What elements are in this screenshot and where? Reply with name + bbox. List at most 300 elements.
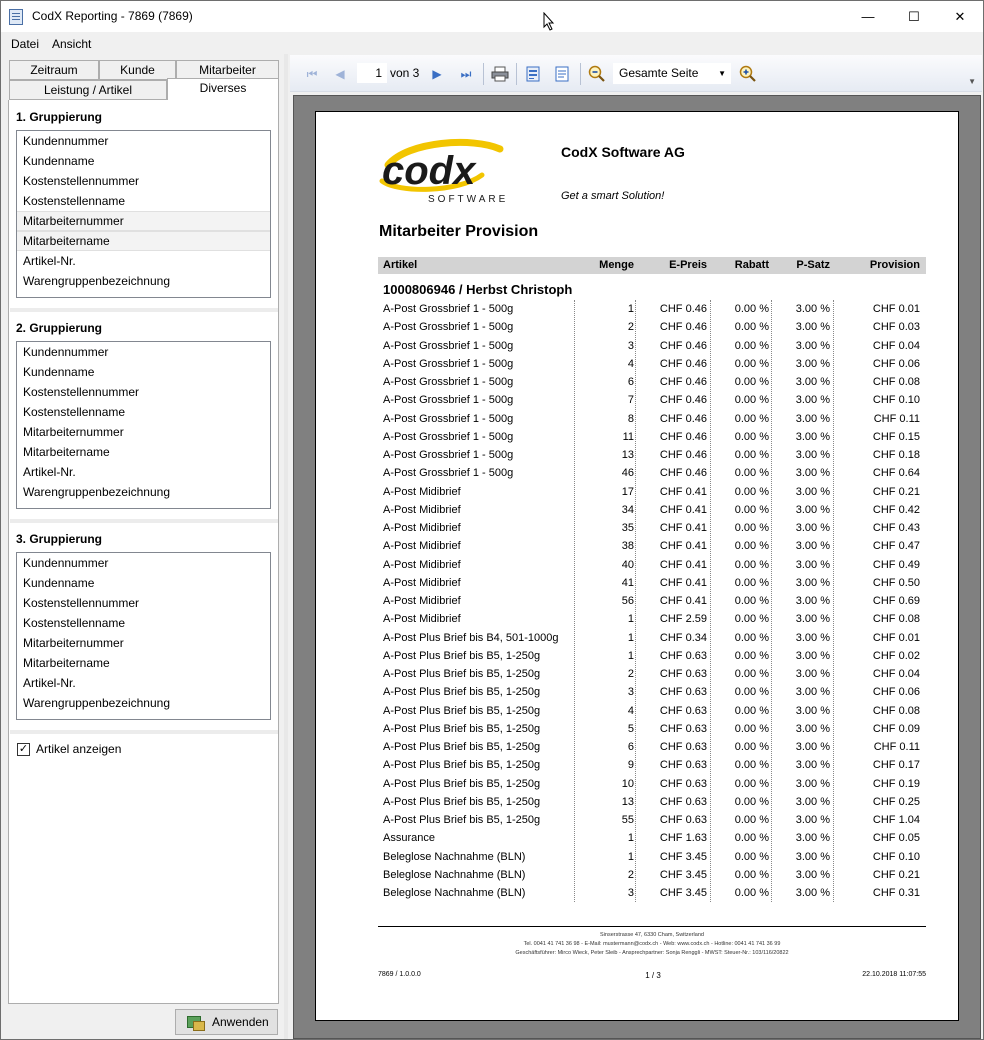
cell-menge: 38 (621, 540, 634, 553)
cell-menge: 13 (621, 795, 634, 808)
cell-epreis: CHF 0.63 (659, 777, 707, 790)
list-item[interactable]: Kundenname (23, 154, 95, 168)
list-item[interactable]: Mitarbeitername (17, 231, 270, 251)
cell-menge: 1 (627, 850, 634, 863)
cell-epreis: CHF 3.45 (659, 887, 707, 899)
list-item[interactable]: Artikel-Nr. (23, 465, 76, 479)
cell-provision: CHF 0.10 (872, 850, 920, 863)
list-item[interactable]: Mitarbeitername (23, 445, 110, 459)
cell-epreis: CHF 0.63 (659, 704, 707, 717)
list-item[interactable]: Warengruppenbezeichnung (23, 696, 170, 710)
cell-artikel: A-Post Plus Brief bis B5, 1-250g (383, 704, 541, 717)
cell-epreis: CHF 1.63 (659, 832, 707, 845)
cell-artikel: A-Post Plus Brief bis B5, 1-250g (383, 741, 541, 753)
cell-psatz: 3.00 % (795, 576, 830, 589)
col-header-psatz: P-Satz (796, 259, 830, 271)
cell-rabatt: 0.00 % (734, 868, 769, 881)
cell-menge: 2 (627, 868, 634, 881)
page-count-label: von 3 (390, 66, 420, 80)
cell-artikel: Beleglose Nachnahme (BLN) (383, 887, 526, 899)
cell-menge: 1 (627, 613, 634, 626)
cell-psatz: 3.00 % (795, 759, 830, 772)
cell-epreis: CHF 0.63 (659, 649, 707, 662)
cell-provision: CHF 0.08 (872, 613, 920, 626)
list-item[interactable]: Mitarbeiternummer (17, 211, 270, 231)
company-name: CodX Software AG (561, 144, 685, 160)
list-item[interactable]: Kundennummer (23, 345, 109, 359)
report-title: Mitarbeiter Provision (379, 223, 539, 240)
col-header-rabatt: Rabatt (734, 259, 769, 271)
list-item[interactable]: Kostenstellennummer (23, 385, 140, 399)
cell-provision: CHF 0.49 (872, 558, 920, 571)
table-row (378, 866, 926, 884)
cell-rabatt: 0.00 % (734, 540, 769, 553)
cell-rabatt: 0.00 % (734, 339, 769, 352)
footer-management: Geschäftsführer: Mirco Wieck, Peter Sleib - Ansprechpartner: Sonja Renggli - MWST: Steuer-Nr.: 103/116/20822 (515, 950, 789, 956)
cell-epreis: CHF 0.46 (659, 430, 707, 443)
artikel-anzeigen-checkbox[interactable]: ✓ (18, 743, 29, 755)
cell-rabatt: 0.00 % (734, 303, 769, 315)
column-divider (635, 300, 636, 902)
cell-rabatt: 0.00 % (734, 668, 769, 680)
cell-artikel: A-Post Plus Brief bis B5, 1-250g (383, 722, 541, 735)
table-row (378, 756, 926, 774)
group-2-listbox[interactable] (16, 341, 271, 509)
list-item[interactable]: Kostenstellennummer (23, 596, 140, 610)
table-row (378, 629, 926, 647)
cell-menge: 1 (627, 631, 634, 644)
cell-rabatt: 0.00 % (734, 759, 769, 772)
cell-artikel: Assurance (383, 832, 435, 845)
report-page (315, 111, 959, 1021)
footer-contact: Tel. 0041 41 741 36 98 - E-Mail: mustermann@codx.ch - Web: www.codx.ch - Hotline: 0041 41 741 36 99 (523, 941, 781, 947)
maximize-button[interactable]: ☐ (908, 8, 920, 24)
list-item[interactable]: Warengruppenbezeichnung (23, 485, 170, 499)
cell-artikel: A-Post Grossbrief 1 - 500g (383, 357, 514, 370)
cell-epreis: CHF 0.41 (659, 503, 707, 516)
cell-rabatt: 0.00 % (734, 814, 769, 826)
cell-provision: CHF 0.50 (872, 576, 920, 589)
cell-menge: 2 (627, 321, 634, 334)
close-button[interactable]: ✕ (954, 8, 966, 24)
apply-button-label: Anwenden (212, 1015, 269, 1029)
cell-epreis: CHF 0.46 (659, 339, 707, 352)
cell-provision: CHF 0.06 (872, 357, 920, 370)
cell-artikel: A-Post Midibrief (383, 613, 461, 626)
table-row (378, 829, 926, 847)
cell-provision: CHF 0.04 (872, 668, 920, 680)
cell-menge: 56 (621, 595, 634, 607)
table-row (378, 738, 926, 756)
cell-psatz: 3.00 % (795, 430, 830, 443)
cell-epreis: CHF 0.41 (659, 522, 707, 534)
group-1-title: 1. Gruppierung (16, 110, 103, 124)
cell-rabatt: 0.00 % (734, 777, 769, 790)
cell-rabatt: 0.00 % (734, 558, 769, 571)
cell-psatz: 3.00 % (795, 832, 830, 845)
cell-artikel: Beleglose Nachnahme (BLN) (383, 868, 526, 881)
cell-rabatt: 0.00 % (734, 412, 769, 425)
viewer-toolbar (290, 55, 982, 92)
cell-provision: CHF 0.31 (872, 887, 920, 899)
cell-artikel: A-Post Midibrief (383, 540, 461, 553)
next-page-icon[interactable]: ▶ (432, 67, 442, 81)
cell-menge: 7 (627, 394, 634, 407)
footer-version: 7869 / 1.0.0.0 (378, 971, 421, 978)
cell-psatz: 3.00 % (795, 412, 830, 425)
table-row (378, 318, 926, 336)
column-divider (771, 300, 772, 902)
cell-psatz: 3.00 % (795, 357, 830, 370)
report-canvas[interactable] (293, 95, 981, 1039)
table-row (378, 683, 926, 701)
cell-artikel: A-Post Grossbrief 1 - 500g (383, 449, 514, 461)
table-row (378, 811, 926, 829)
cell-artikel: Beleglose Nachnahme (BLN) (383, 850, 526, 863)
cell-artikel: A-Post Plus Brief bis B5, 1-250g (383, 759, 541, 772)
cell-provision: CHF 0.11 (873, 412, 920, 425)
export-icon[interactable] (524, 64, 544, 84)
cell-artikel: A-Post Midibrief (383, 485, 461, 498)
apply-button[interactable] (175, 1009, 278, 1035)
cell-psatz: 3.00 % (795, 558, 830, 571)
cell-psatz: 3.00 % (795, 741, 830, 753)
list-item[interactable]: Artikel-Nr. (23, 676, 76, 690)
toolbar-overflow-icon[interactable]: ▼ (968, 77, 976, 86)
divider (10, 519, 278, 523)
cell-menge: 3 (627, 686, 634, 699)
print-icon[interactable] (490, 64, 510, 84)
cell-provision: CHF 0.08 (872, 376, 920, 388)
last-page-icon[interactable]: ⏭ (460, 66, 472, 81)
cell-epreis: CHF 3.45 (659, 868, 707, 881)
table-row (378, 647, 926, 665)
page-setup-icon[interactable] (553, 64, 573, 84)
app-icon (9, 9, 23, 25)
cell-rabatt: 0.00 % (734, 595, 769, 607)
cell-provision: CHF 0.47 (872, 540, 920, 553)
table-row (378, 592, 926, 610)
table-row (378, 483, 926, 501)
cell-epreis: CHF 2.59 (659, 613, 707, 626)
cell-psatz: 3.00 % (795, 686, 830, 699)
cell-rabatt: 0.00 % (734, 394, 769, 407)
cell-provision: CHF 1.04 (872, 814, 920, 826)
list-item[interactable]: Kundennummer (23, 556, 109, 570)
svg-text:SOFTWARE: SOFTWARE (428, 194, 508, 205)
list-item[interactable]: Artikel-Nr. (23, 254, 76, 268)
report-viewer (290, 55, 982, 1039)
cell-artikel: A-Post Midibrief (383, 595, 461, 607)
cell-menge: 34 (621, 503, 634, 516)
cell-menge: 11 (622, 430, 634, 443)
window-title: CodX Reporting - 7869 (7869) (32, 9, 193, 23)
table-row (378, 355, 926, 373)
cell-menge: 5 (627, 722, 634, 735)
cell-provision: CHF 0.04 (872, 339, 920, 352)
cell-artikel: A-Post Midibrief (383, 576, 461, 589)
group-3-title: 3. Gruppierung (16, 532, 103, 546)
cell-provision: CHF 0.42 (872, 503, 920, 516)
cell-artikel: A-Post Grossbrief 1 - 500g (383, 376, 514, 388)
cell-psatz: 3.00 % (795, 722, 830, 735)
footer-address: Sinserstrasse 47, 6330 Cham, Switzerland (600, 932, 704, 938)
list-item[interactable]: Warengruppenbezeichnung (23, 274, 170, 288)
cell-provision: CHF 0.02 (872, 649, 920, 662)
toolbar-separator (580, 63, 581, 85)
tab-mitarbeiter[interactable]: Mitarbeiter (176, 60, 279, 80)
cell-epreis: CHF 0.63 (659, 795, 707, 808)
cell-psatz: 3.00 % (795, 631, 830, 644)
table-row (378, 428, 926, 446)
cell-psatz: 3.00 % (795, 668, 830, 680)
cell-artikel: A-Post Grossbrief 1 - 500g (383, 303, 514, 315)
table-row (378, 300, 926, 318)
cell-psatz: 3.00 % (795, 485, 830, 498)
cell-provision: CHF 0.06 (872, 686, 920, 699)
tab-page-diverses (8, 100, 279, 1004)
cell-menge: 1 (627, 303, 634, 315)
column-divider (574, 300, 575, 902)
group-2-title: 2. Gruppierung (16, 321, 103, 335)
zoom-select[interactable] (613, 63, 731, 84)
cell-psatz: 3.00 % (795, 595, 830, 607)
cell-epreis: CHF 0.46 (659, 412, 707, 425)
list-item[interactable]: Mitarbeiternummer (23, 425, 124, 439)
cell-epreis: CHF 0.41 (659, 595, 707, 607)
title-bar (1, 1, 983, 32)
cell-rabatt: 0.00 % (734, 576, 769, 589)
cell-artikel: A-Post Grossbrief 1 - 500g (383, 430, 514, 443)
cell-epreis: CHF 3.45 (659, 850, 707, 863)
table-row (378, 337, 926, 355)
table-body (378, 300, 926, 902)
table-row (378, 848, 926, 866)
table-row (378, 665, 926, 683)
page-number-input[interactable]: 1 (357, 63, 387, 83)
table-row (378, 464, 926, 482)
cell-rabatt: 0.00 % (734, 741, 769, 753)
cell-rabatt: 0.00 % (734, 449, 769, 461)
col-header-artikel: Artikel (383, 259, 418, 271)
cell-rabatt: 0.00 % (734, 704, 769, 717)
cell-artikel: A-Post Grossbrief 1 - 500g (383, 394, 514, 407)
cell-psatz: 3.00 % (795, 795, 830, 808)
col-header-provision: Provision (869, 259, 920, 271)
cell-menge: 55 (621, 814, 634, 826)
prev-page-icon[interactable]: ◀ (335, 67, 345, 81)
column-divider (833, 300, 834, 902)
table-row (378, 537, 926, 555)
cell-provision: CHF 0.21 (872, 868, 920, 881)
cell-psatz: 3.00 % (795, 777, 830, 790)
cell-epreis: CHF 0.46 (659, 394, 707, 407)
cell-epreis: CHF 0.63 (659, 741, 707, 753)
cell-epreis: CHF 0.41 (659, 540, 707, 553)
tab-diverses[interactable]: Diverses (167, 78, 279, 100)
cell-artikel: A-Post Midibrief (383, 558, 461, 571)
table-row (378, 410, 926, 428)
cell-artikel: A-Post Plus Brief bis B5, 1-250g (383, 777, 541, 790)
table-row (378, 446, 926, 464)
cell-provision: CHF 0.17 (872, 759, 920, 772)
list-item[interactable]: Kundennummer (23, 134, 109, 148)
tab-leistung-artikel[interactable]: Leistung / Artikel (9, 80, 167, 100)
cell-artikel: A-Post Grossbrief 1 - 500g (383, 339, 514, 352)
cell-rabatt: 0.00 % (734, 887, 769, 899)
cell-provision: CHF 0.01 (872, 631, 920, 644)
cell-provision: CHF 0.69 (872, 595, 920, 607)
cell-artikel: A-Post Plus Brief bis B5, 1-250g (383, 668, 541, 680)
col-header-menge: Menge (599, 259, 634, 271)
cell-psatz: 3.00 % (795, 467, 830, 480)
group-1-listbox[interactable] (16, 130, 271, 298)
list-item[interactable]: Mitarbeiternummer (23, 636, 124, 650)
toolbar-separator (483, 63, 484, 85)
list-item[interactable]: Kostenstellenname (23, 194, 126, 208)
cell-epreis: CHF 0.63 (659, 668, 707, 680)
cell-epreis: CHF 0.34 (659, 631, 707, 644)
table-row (378, 884, 926, 902)
cell-menge: 8 (627, 412, 634, 425)
cell-artikel: A-Post Grossbrief 1 - 500g (383, 412, 514, 425)
cell-menge: 46 (621, 467, 634, 480)
menu-datei[interactable]: Datei (11, 37, 40, 51)
cell-psatz: 3.00 % (795, 814, 830, 826)
list-item[interactable]: Kostenstellenname (23, 405, 126, 419)
cell-menge: 1 (627, 832, 634, 845)
cell-rabatt: 0.00 % (734, 832, 769, 845)
column-divider (710, 300, 711, 902)
tab-zeitraum[interactable]: Zeitraum (9, 60, 99, 80)
cell-psatz: 3.00 % (795, 868, 830, 881)
cell-epreis: CHF 0.41 (659, 558, 707, 571)
cell-provision: CHF 0.01 (872, 303, 920, 315)
filter-panel (8, 59, 280, 1004)
table-row (378, 793, 926, 811)
cell-rabatt: 0.00 % (734, 722, 769, 735)
table-row (378, 702, 926, 720)
menu-ansicht[interactable]: Ansicht (52, 37, 92, 51)
list-item[interactable]: Kostenstellennummer (23, 174, 140, 188)
cell-rabatt: 0.00 % (734, 522, 769, 534)
cell-epreis: CHF 0.46 (659, 449, 707, 461)
cell-epreis: CHF 0.63 (659, 722, 707, 735)
list-item[interactable]: Kundenname (23, 576, 95, 590)
cell-rabatt: 0.00 % (734, 430, 769, 443)
cell-epreis: CHF 0.46 (659, 303, 707, 315)
cell-menge: 17 (621, 485, 634, 498)
group-3-listbox[interactable] (16, 552, 271, 720)
cell-epreis: CHF 0.46 (659, 467, 707, 480)
codx-logo (378, 137, 508, 207)
cell-epreis: CHF 0.41 (659, 576, 707, 589)
group-header: 1000806946 / Herbst Christoph (383, 282, 573, 297)
cell-artikel: A-Post Midibrief (383, 522, 461, 534)
cell-menge: 6 (627, 376, 634, 388)
cell-rabatt: 0.00 % (734, 485, 769, 498)
cell-rabatt: 0.00 % (734, 467, 769, 480)
cell-menge: 6 (627, 741, 634, 753)
footer-rule (378, 926, 926, 927)
cell-provision: CHF 0.19 (872, 777, 920, 790)
cell-menge: 3 (627, 339, 634, 352)
cell-psatz: 3.00 % (795, 887, 830, 899)
cell-artikel: A-Post Grossbrief 1 - 500g (383, 467, 514, 480)
cell-psatz: 3.00 % (795, 339, 830, 352)
cell-provision: CHF 0.11 (873, 741, 920, 753)
tab-kunde[interactable]: Kunde (99, 60, 176, 80)
table-row (378, 775, 926, 793)
table-row (378, 720, 926, 738)
cell-menge: 35 (621, 522, 634, 534)
list-item[interactable]: Kostenstellenname (23, 616, 126, 630)
list-item[interactable]: Mitarbeitername (23, 656, 110, 670)
cell-provision: CHF 0.03 (872, 321, 920, 334)
splitter-handle[interactable] (284, 54, 288, 1039)
cell-provision: CHF 0.08 (872, 704, 920, 717)
artikel-anzeigen-label: Artikel anzeigen (36, 742, 122, 756)
minimize-button[interactable]: — (861, 9, 875, 24)
cell-provision: CHF 0.10 (872, 394, 920, 407)
company-slogan: Get a smart Solution! (561, 190, 665, 202)
cell-menge: 40 (621, 558, 634, 571)
cell-provision: CHF 0.43 (872, 522, 920, 534)
divider (10, 308, 278, 312)
cell-epreis: CHF 0.63 (659, 686, 707, 699)
list-item[interactable]: Kundenname (23, 365, 95, 379)
mouse-cursor-icon (543, 12, 555, 31)
cell-menge: 1 (627, 649, 634, 662)
zoom-select-value: Gesamte Seite (619, 66, 699, 80)
cell-provision: CHF 0.05 (872, 832, 920, 845)
cell-provision: CHF 0.15 (872, 430, 920, 443)
cell-rabatt: 0.00 % (734, 613, 769, 626)
menu-bar (1, 32, 983, 54)
cell-psatz: 3.00 % (795, 303, 830, 315)
cell-menge: 4 (627, 357, 634, 370)
footer-timestamp: 22.10.2018 11:07:55 (862, 971, 926, 978)
cell-psatz: 3.00 % (795, 503, 830, 516)
cell-psatz: 3.00 % (795, 376, 830, 388)
chevron-down-icon: ▼ (718, 69, 726, 78)
table-header (378, 257, 926, 274)
col-header-epreis: E-Preis (669, 259, 707, 271)
cell-menge: 9 (627, 759, 634, 772)
cell-rabatt: 0.00 % (734, 649, 769, 662)
cell-epreis: CHF 0.46 (659, 321, 707, 334)
svg-text:codx: codx (382, 149, 476, 193)
footer-page-number: 1 / 3 (645, 971, 661, 980)
cell-rabatt: 0.00 % (734, 686, 769, 699)
first-page-icon[interactable]: ⏮ (306, 66, 318, 81)
cell-provision: CHF 0.21 (872, 485, 920, 498)
cell-rabatt: 0.00 % (734, 357, 769, 370)
cell-rabatt: 0.00 % (734, 631, 769, 644)
zoom-out-icon[interactable] (587, 64, 607, 84)
cell-psatz: 3.00 % (795, 850, 830, 863)
cell-rabatt: 0.00 % (734, 503, 769, 516)
cell-menge: 3 (627, 887, 634, 899)
zoom-in-icon[interactable] (738, 64, 758, 84)
cell-provision: CHF 0.18 (872, 449, 920, 461)
cell-psatz: 3.00 % (795, 540, 830, 553)
cell-menge: 41 (621, 576, 634, 589)
cell-artikel: A-Post Plus Brief bis B4, 501-1000g (383, 631, 559, 644)
table-row (378, 519, 926, 537)
cell-rabatt: 0.00 % (734, 321, 769, 334)
cell-psatz: 3.00 % (795, 649, 830, 662)
